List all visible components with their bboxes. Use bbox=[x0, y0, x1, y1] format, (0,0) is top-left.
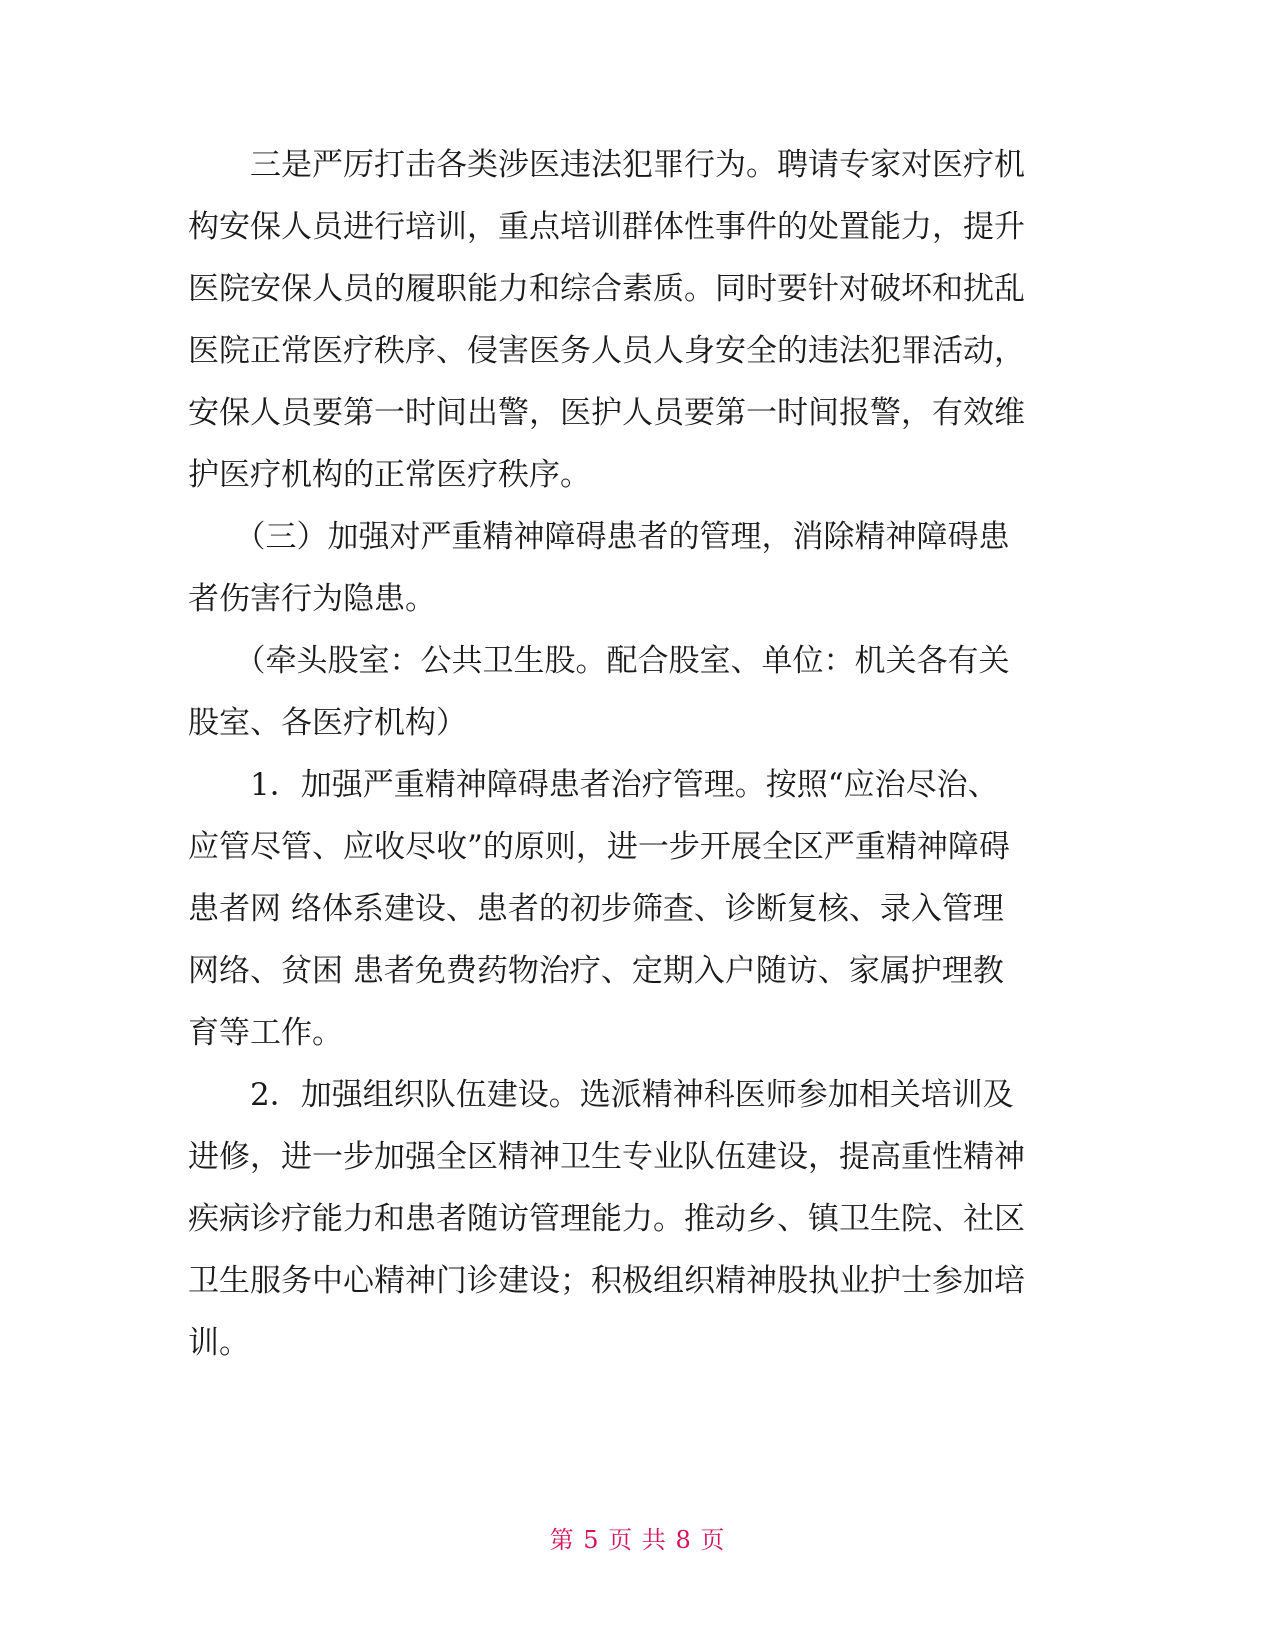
text-line: 1．加强严重精神障碍患者治疗管理。按照“应治尽治、 bbox=[188, 767, 999, 803]
text-line: 股室、各医疗机构） bbox=[188, 705, 467, 741]
text-line: 应管尽管、应收尽收”的原则，进一步开展全区严重精神障碍 bbox=[188, 829, 1010, 865]
text-line: 进修，进一步加强全区精神卫生专业队伍建设，提高重性精神 bbox=[188, 1139, 1025, 1175]
text-line: 育等工作。 bbox=[188, 1015, 343, 1051]
text-line: 三是严厉打击各类涉医违法犯罪行为。聘请专家对医疗机 bbox=[188, 147, 1025, 183]
text-line: 医院安保人员的履职能力和综合素质。同时要针对破坏和扰乱 bbox=[188, 271, 1025, 307]
text-line: 医院正常医疗秩序、侵害医务人员人身安全的违法犯罪活动， bbox=[188, 333, 1025, 369]
text-line: 护医疗机构的正常医疗秩序。 bbox=[188, 457, 591, 493]
page-number-footer: 第 5 页 共 8 页 bbox=[549, 1526, 726, 1554]
text-line: 卫生服务中心精神门诊建设；积极组织精神股执业护士参加培 bbox=[188, 1263, 1025, 1299]
text-line: 构安保人员进行培训，重点培训群体性事件的处置能力，提升 bbox=[188, 209, 1025, 245]
text-line: 2．加强组织队伍建设。选派精神科医师参加相关培训及 bbox=[188, 1077, 1014, 1113]
text-line: 安保人员要第一时间出警，医护人员要第一时间报警，有效维 bbox=[188, 395, 1025, 431]
text-line: 患者网 络体系建设、患者的初步筛查、诊断复核、录入管理 bbox=[188, 891, 1004, 927]
text-line: 疾病诊疗能力和患者随访管理能力。推动乡、镇卫生院、社区 bbox=[188, 1201, 1025, 1237]
text-line: 网络、贫困 患者免费药物治疗、定期入户随访、家属护理教 bbox=[188, 953, 1004, 989]
text-line: 者伤害行为隐患。 bbox=[188, 581, 436, 617]
text-line: （三）加强对严重精神障碍患者的管理，消除精神障碍患 bbox=[188, 519, 1010, 555]
text-line: （牵头股室：公共卫生股。配合股室、单位：机关各有关 bbox=[188, 643, 1010, 679]
text-line: 训。 bbox=[188, 1325, 250, 1361]
